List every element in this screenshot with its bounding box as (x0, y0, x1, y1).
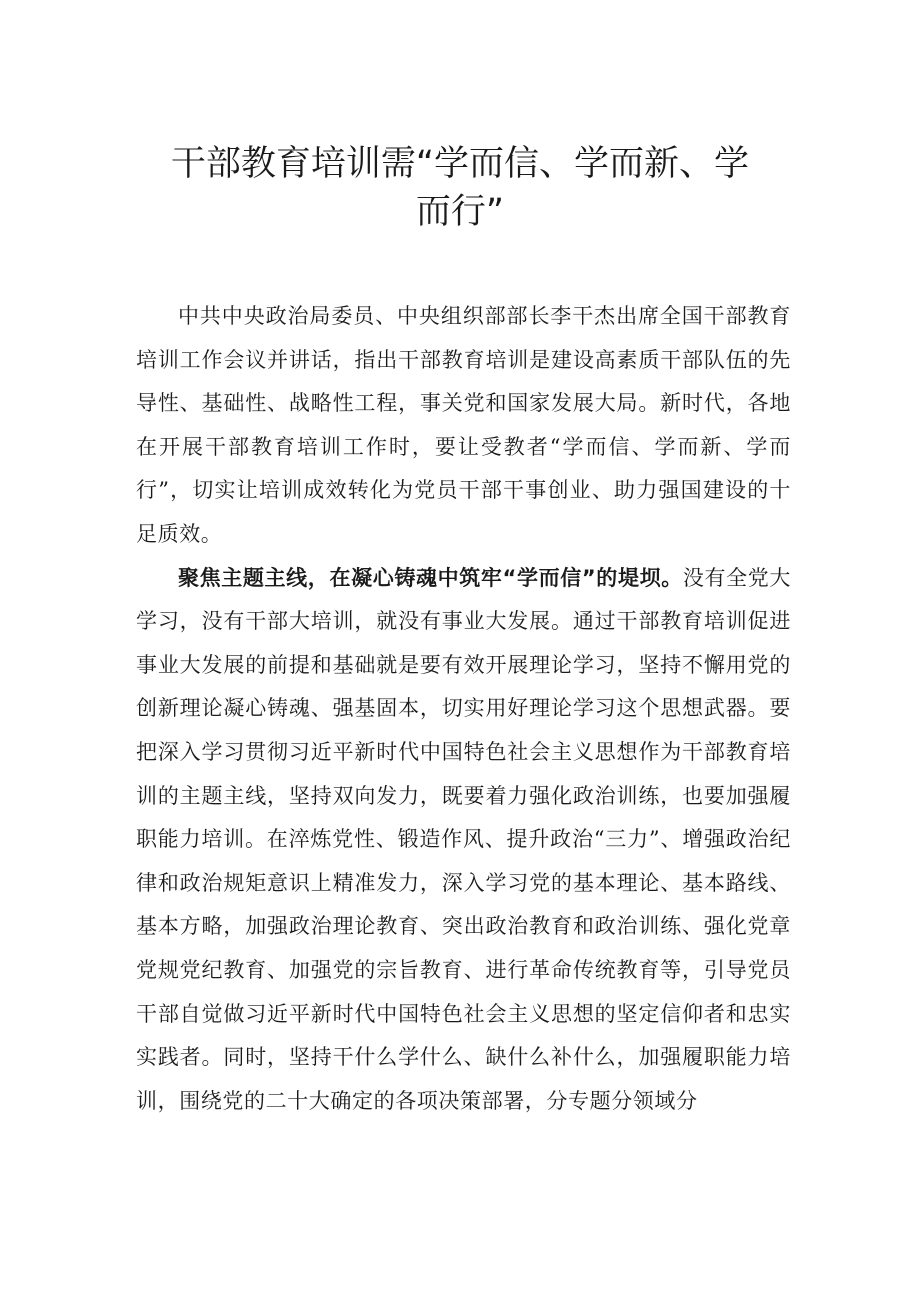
section-1-text: 没有全党大学习，没有干部大培训，就没有事业大发展。通过干部教育培训促进事业大发展的前提和基础就是要有效开展理论学习，坚持不懈用党的创新理论凝心铸魂、强基固本，切实用好理论学习这个思想武器。要把深入学习贯彻习近平新时代中国特色社会主义思想作为干部教育培训的主题主线，坚持双向发力，既要着力强化政治训练，也要加强履职能力培训。在淬炼党性、锻造作风、提升政治“三力”、增强政治纪律和政治规矩意识上精准发力，深入学习党的基本理论、基本路线、基本方略，加强政治理论教育、突出政治教育和政治训练、强化党章党规党纪教育、加强党的宗旨教育、进行革命传统教育等，引导党员干部自觉做习近平新时代中国特色社会主义思想的坚定信仰者和忠实实践者。同时，坚持干什么学什么、缺什么补什么，加强履职能力培训，围绕党的二十大确定的各项决策部署，分专题分领域分 (136, 565, 791, 1113)
paragraph-section-1 (136, 557, 791, 1124)
section-1-heading: 聚焦主题主线，在凝心铸魂中筑牢“学而信”的堤坝。 (178, 565, 683, 590)
paragraph-intro (136, 295, 791, 557)
paragraph-intro-text: 中共中央政治局委员、中央组织部部长李干杰出席全国干部教育培训工作会议并讲话，指出干部教育培训是建设高素质干部队伍的先导性、基础性、战略性工程，事关党和国家发展大局。新时代，各地在开展干部教育培训工作时，要让受教者“学而信、学而新、学而行”，切实让培训成效转化为党员干部干事创业、助力强国建设的十足质效。 (136, 304, 791, 546)
document-title: 干部教育培训需“学而信、学而新、学而行” (170, 144, 750, 232)
document-body (136, 295, 791, 1123)
